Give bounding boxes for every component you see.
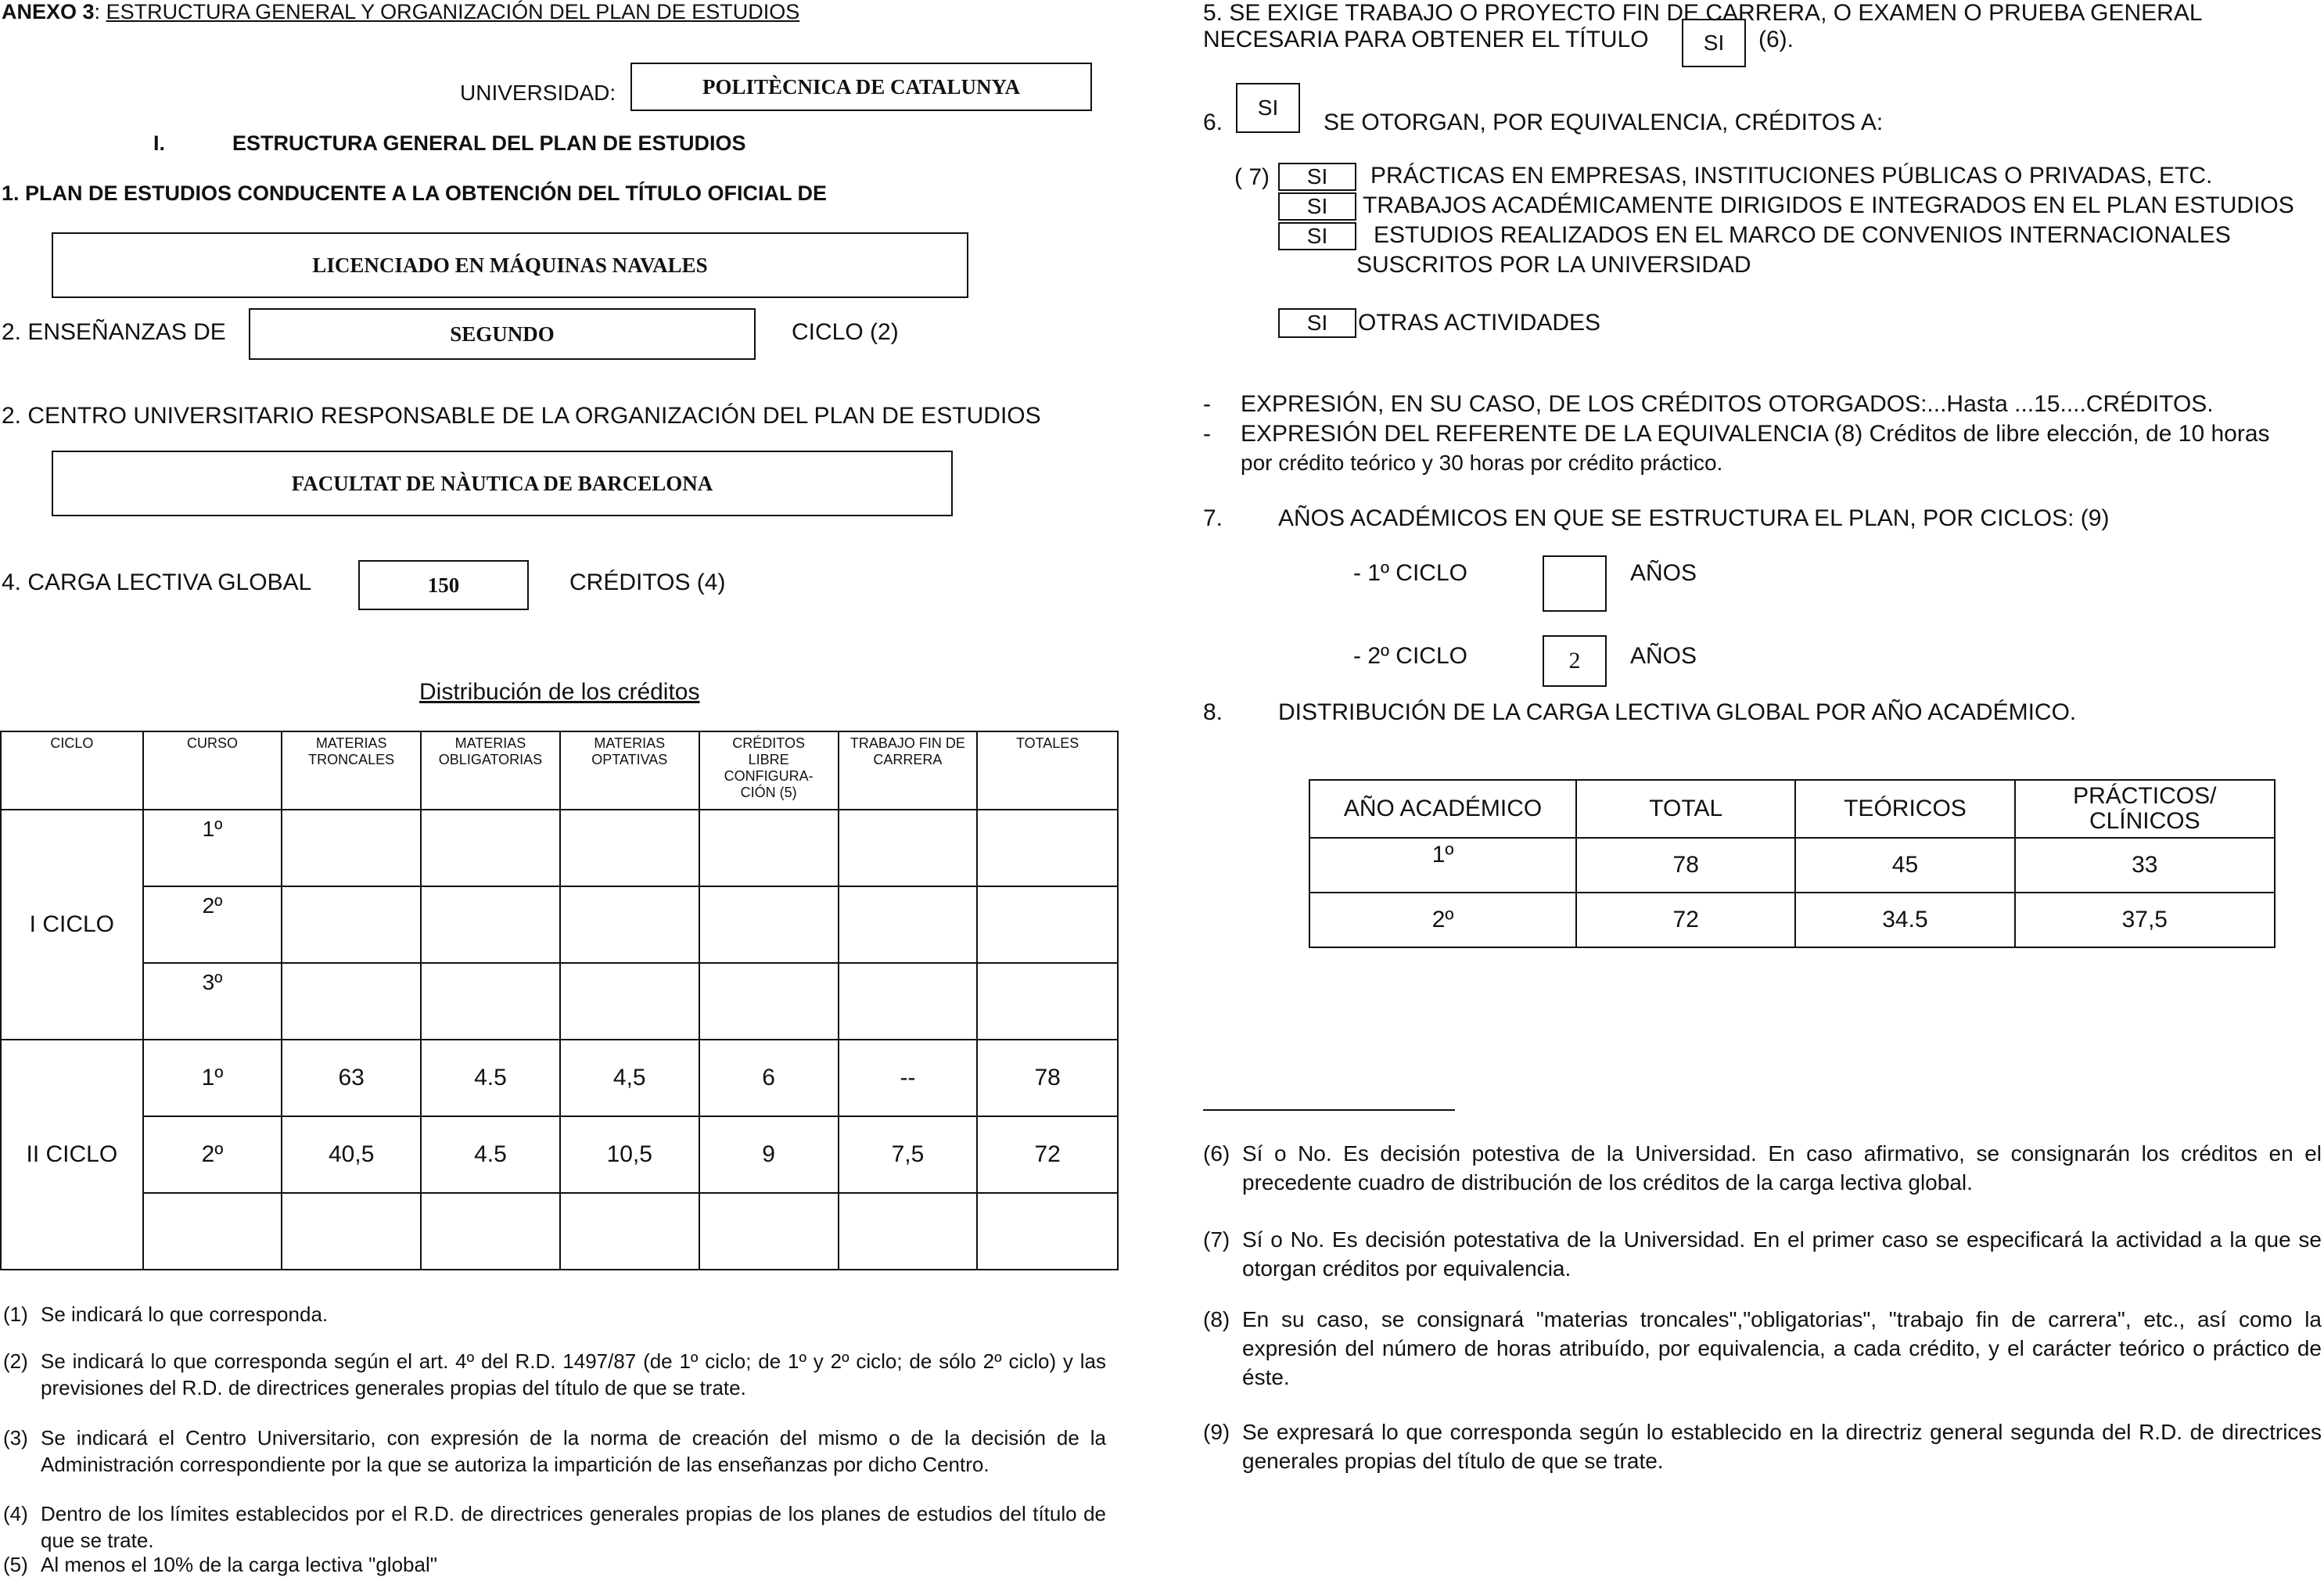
item7-label: AÑOS ACADÉMICOS EN QUE SE ESTRUCTURA EL PLAN, POR CICLOS: (9): [1278, 505, 2110, 531]
totales-cell: 78: [977, 1040, 1118, 1116]
option3-si-box: SI: [1278, 222, 1356, 250]
item2-suffix: CICLO (2): [792, 319, 899, 345]
item5-suffix: (6).: [1758, 27, 1794, 52]
item6-label: SE OTORGAN, POR EQUIVALENCIA, CRÉDITOS A:: [1324, 110, 1884, 135]
other-si-box: SI: [1278, 308, 1356, 338]
totales-cell: 72: [977, 1116, 1118, 1193]
col-header-total: TOTAL: [1576, 780, 1795, 838]
col-header-year: AÑO ACADÉMICO: [1309, 780, 1576, 838]
item2-label: 2. ENSEÑANZAS DE: [2, 319, 226, 345]
expr-line2a: EXPRESIÓN DEL REFERENTE DE LA EQUIVALENCIA (8) Créditos de libre elección, de 10 horas: [1241, 421, 2270, 447]
university-label: UNIVERSIDAD:: [460, 81, 616, 105]
obligatorias-cell: 4.5: [421, 1116, 560, 1193]
col-header-obligatorias: MATERIAS OBLIGATORIAS: [421, 731, 560, 810]
option2-si-box: SI: [1278, 192, 1356, 221]
troncales-cell: 40,5: [282, 1116, 421, 1193]
year-cell: 1º: [1309, 838, 1576, 893]
item4-label: 4. CARGA LECTIVA GLOBAL: [2, 569, 312, 595]
option1-text: PRÁCTICAS EN EMPRESAS, INSTITUCIONES PÚBLICAS O PRIVADAS, ETC.: [1370, 163, 2213, 189]
col-header-optativas: MATERIAS OPTATIVAS: [560, 731, 699, 810]
total-cell: 72: [1576, 893, 1795, 947]
libre-cell: 6: [699, 1040, 839, 1116]
item8-number: 8.: [1203, 699, 1223, 725]
col-header-ciclo: CICLO: [1, 731, 143, 810]
trabajo-cell: --: [839, 1040, 978, 1116]
table-row: [1309, 838, 2275, 893]
teoricos-cell: 45: [1795, 838, 2014, 893]
item6-number: 6.: [1203, 110, 1223, 135]
annex-heading: ANEXO 3: ESTRUCTURA GENERAL Y ORGANIZACIÓN DEL PLAN DE ESTUDIOS: [2, 0, 800, 23]
col-header-troncales: MATERIAS TRONCALES: [282, 731, 421, 810]
trabajo-cell: 7,5: [839, 1116, 978, 1193]
expr-line1: EXPRESIÓN, EN SU CASO, DE LOS CRÉDITOS OTORGADOS:...Hasta ...15....CRÉDITOS.: [1241, 391, 2214, 417]
ciclo1-label: - 1º CICLO: [1353, 560, 1467, 586]
ciclo2-years-box: 2: [1543, 635, 1607, 687]
optativas-cell: 10,5: [560, 1116, 699, 1193]
ciclo2-unit: AÑOS: [1630, 643, 1697, 669]
ciclo2-label: - 2º CICLO: [1353, 643, 1467, 669]
curso-cell: 1º: [143, 1040, 282, 1116]
distribution-title: Distribución de los créditos: [419, 679, 700, 705]
section-number: I.: [153, 131, 166, 155]
col-header-totales: TOTALES: [977, 731, 1118, 810]
item5-line1: 5. SE EXIGE TRABAJO O PROYECTO FIN DE CARRERA, O EXAMEN O PRUEBA GENERAL: [1203, 0, 2203, 26]
obligatorias-cell: 4.5: [421, 1040, 560, 1116]
optativas-cell: 4,5: [560, 1040, 699, 1116]
col-header-curso: CURSO: [143, 731, 282, 810]
table-row: [1, 963, 1118, 1040]
ciclo1-years-box: [1543, 555, 1607, 612]
col-header-teoricos: TEÓRICOS: [1795, 780, 2014, 838]
center-field: FACULTAT DE NÀUTICA DE BARCELONA: [52, 451, 953, 516]
libre-cell: 9: [699, 1116, 839, 1193]
item6-si-box: SI: [1236, 83, 1300, 133]
option2-text: TRABAJOS ACADÉMICAMENTE DIRIGIDOS E INTEGRADOS EN EL PLAN ESTUDIOS: [1363, 192, 2294, 218]
section-title: ESTRUCTURA GENERAL DEL PLAN DE ESTUDIOS: [232, 131, 746, 155]
curso-cell: 2º: [143, 886, 282, 963]
table-row: [1, 886, 1118, 963]
ciclo2-cell: II CICLO: [1, 1040, 143, 1270]
option3-cont: SUSCRITOS POR LA UNIVERSIDAD: [1356, 252, 1751, 278]
annex-label: ANEXO 3: [2, 0, 95, 23]
option3-text: ESTUDIOS REALIZADOS EN EL MARCO DE CONVENIOS INTERNACIONALES: [1374, 222, 2231, 248]
expr-line2b: por crédito teórico y 30 horas por crédito práctico.: [1241, 451, 1723, 475]
other-text: OTRAS ACTIVIDADES: [1358, 310, 1601, 336]
degree-title-field: LICENCIADO EN MÁQUINAS NAVALES: [52, 232, 968, 298]
item3-label: 2. CENTRO UNIVERSITARIO RESPONSABLE DE LA ORGANIZACIÓN DEL PLAN DE ESTUDIOS: [2, 403, 1041, 429]
item8-label: DISTRIBUCIÓN DE LA CARGA LECTIVA GLOBAL POR AÑO ACADÉMICO.: [1278, 699, 2077, 725]
table-row: [1, 1193, 1118, 1270]
item1-label: 1. PLAN DE ESTUDIOS CONDUCENTE A LA OBTENCIÓN DEL TÍTULO OFICIAL DE: [2, 181, 828, 205]
item4-suffix: CRÉDITOS (4): [569, 569, 726, 595]
item7-number: 7.: [1203, 505, 1223, 531]
table-row: [1309, 893, 2275, 947]
table-row: [1, 810, 1118, 886]
table-row: [1, 1116, 1118, 1193]
col-header-practicos: PRÁCTICOS/ CLÍNICOS: [2015, 780, 2275, 838]
practicos-cell: 37,5: [2015, 893, 2275, 947]
table-header-row: [1309, 780, 2275, 838]
option1-si-box: SI: [1278, 163, 1356, 191]
yearly-load-table: [1309, 779, 2276, 948]
practicos-cell: 33: [2015, 838, 2275, 893]
cycle-field: SEGUNDO: [249, 308, 756, 360]
troncales-cell: 63: [282, 1040, 421, 1116]
table-header-row: [1, 731, 1118, 810]
item5-line2: NECESARIA PARA OBTENER EL TÍTULO: [1203, 27, 1649, 52]
col-header-libre: CRÉDITOS LIBRE CONFIGURA-CIÓN (5): [699, 731, 839, 810]
col-header-trabajo: TRABAJO FIN DE CARRERA: [839, 731, 978, 810]
curso-cell: 2º: [143, 1116, 282, 1193]
item5-si-box: SI: [1682, 19, 1746, 67]
table-row: [1, 1040, 1118, 1116]
university-field: POLITÈCNICA DE CATALUNYA: [630, 63, 1092, 111]
ciclo1-unit: AÑOS: [1630, 560, 1697, 586]
teoricos-cell: 34.5: [1795, 893, 2014, 947]
year-cell: 2º: [1309, 893, 1576, 947]
credit-distribution-table: [0, 731, 1119, 1270]
curso-cell: 1º: [143, 810, 282, 886]
total-credits-field: 150: [358, 560, 529, 610]
footnote-divider: [1203, 1109, 1455, 1111]
annex-title: ESTRUCTURA GENERAL Y ORGANIZACIÓN DEL PLAN DE ESTUDIOS: [106, 0, 800, 23]
item6-ref: ( 7): [1234, 164, 1270, 190]
total-cell: 78: [1576, 838, 1795, 893]
ciclo1-cell: I CICLO: [1, 810, 143, 1040]
curso-cell: 3º: [143, 963, 282, 1040]
